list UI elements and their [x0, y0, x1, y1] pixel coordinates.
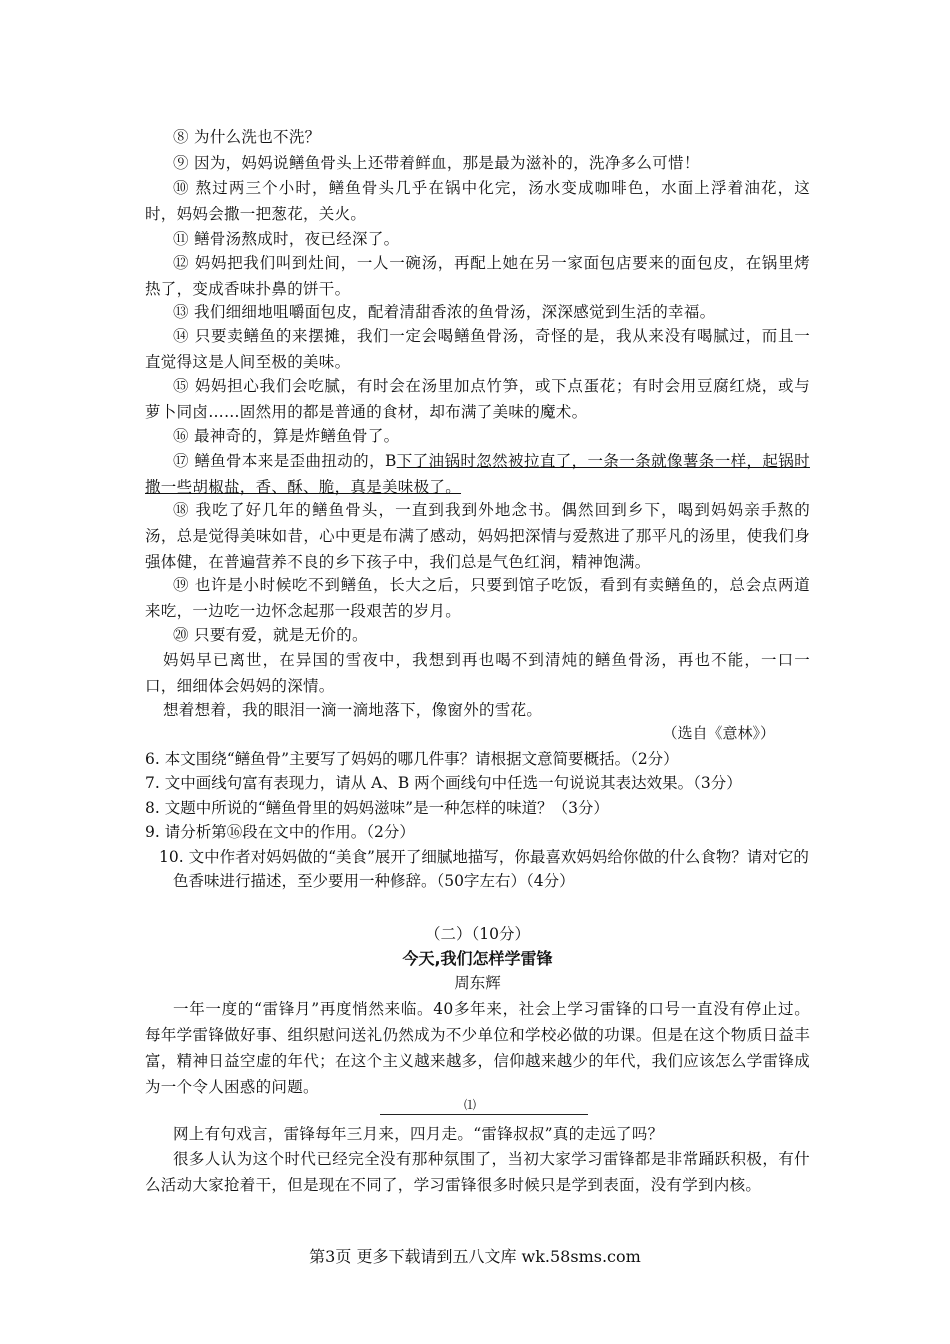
fill-in-blank-line	[380, 1114, 588, 1115]
paragraph-12: ⑫ 妈妈把我们叫到灶间，一人一碗汤，再配上她在另一家面包店要来的面包皮，在锅里烤热了，变成香味扑鼻的饼干。	[145, 254, 810, 298]
paragraph-15: ⑮ 妈妈担心我们会吃腻，有时会在汤里加点竹笋，或下点蛋花；有时会用豆腐红烧，或与萝卜同卤……固然用的都是普通的食材，却布满了美味的魔术。	[145, 377, 810, 421]
question-6: 6. 本文围绕“鳝鱼骨”主要写了妈妈的哪几件事？请根据文意简要概括。（2分）	[145, 750, 679, 768]
paragraph-18: ⑱ 我吃了好几年的鳝鱼骨头，一直到我到外地念书。偶然回到乡下，喝到妈妈亲手熬的汤，总是觉得美味如昔，心中更是布满了感动，妈妈把深情与爱熬进了那平凡的汤里，使我们身强体健，在普遍营养不良的乡下孩子中，我们总是气色红润，精神饱满。	[145, 501, 810, 571]
question-10: 10. 文中作者对妈妈做的“美食”展开了细腻地描写，你最喜欢妈妈给你做的什么食物？请对它的色香味进行描述，至少要用一种修辞。（50字左右）（4分）	[159, 848, 809, 890]
article-author: 周东辉	[454, 974, 501, 992]
question-8: 8. 文题中所说的“鳝鱼骨里的妈妈滋味”是一种怎样的味道？（3分）	[145, 799, 609, 817]
paragraph-22: 想着想着，我的眼泪一滴一滴地落下，像窗外的雪花。	[163, 701, 543, 719]
section-heading: （二）（10分）	[425, 925, 530, 943]
article-paragraph-3: 很多人认为这个时代已经完全没有那种氛围了，当初大家学习雷锋都是非常踊跃积极，有什么活动大家抢着干，但是现在不同了，学习雷锋很多时候只是学到表面，没有学到内核。	[145, 1150, 810, 1194]
article-title: 今天,我们怎样学雷锋	[402, 949, 553, 968]
paragraph-13: ⑬ 我们细细地咀嚼面包皮，配着清甜香浓的鱼骨汤，深深感觉到生活的幸福。	[173, 303, 716, 321]
paragraph-11: ⑪ 鳝骨汤熬成时，夜已经深了。	[173, 230, 400, 248]
question-9: 9. 请分析第⑯段在文中的作用。（2分）	[145, 823, 415, 841]
paragraph-20: ⑳ 只要有爱，就是无价的。	[173, 626, 368, 644]
paragraph-9: ⑨ 因为，妈妈说鳝鱼骨头上还带着鲜血，那是最为滋补的，洗净多么可惜！	[173, 154, 700, 172]
paragraph-21: 妈妈早已离世，在异国的雪夜中，我想到再也喝不到清炖的鳝鱼骨汤，再也不能，一口一口，细细体会妈妈的深情。	[145, 651, 810, 695]
question-7: 7. 文中画线句富有表现力，请从 A、B 两个画线句中任选一句说说其表达效果。（3分）	[145, 774, 742, 792]
paragraph-17-lead: ⑰ 鳝鱼骨本来是歪曲扭动的，B	[173, 452, 397, 470]
paragraph-19: ⑲ 也许是小时候吃不到鳝鱼，长大之后，只要到馆子吃饭，看到有卖鳝鱼的，总会点两道来吃，一边吃一边怀念起那一段艰苦的岁月。	[145, 576, 810, 620]
paragraph-17	[145, 448, 810, 500]
underlined-sentence-b: 下了油锅时忽然被拉直了，一条一条就像薯条一样，起锅时撒一些胡椒盐，香、酥、脆，真是美味极了。	[145, 452, 810, 496]
blank-label: ⑴	[464, 1098, 477, 1112]
paragraph-8: ⑧ 为什么洗也不洗？	[173, 128, 321, 146]
article-paragraph-2: 网上有句戏言，雷锋每年三月来，四月走。“雷锋叔叔”真的走远了吗？	[173, 1125, 664, 1143]
paragraph-16: ⑯ 最神奇的，算是炸鳝鱼骨了。	[173, 427, 400, 445]
article-paragraph-1: 一年一度的“雷锋月”再度悄然来临。40多年来，社会上学习雷锋的口号一直没有停止过。每年学雷锋做好事、组织慰问送礼仍然成为不少单位和学校必做的功课。但是在这个物质日益丰富，精神日益空虚的年代；在这个主义越来越多，信仰越来越少的年代，我们应该怎么学雷锋成为一个令人困惑的问题。	[145, 1000, 810, 1096]
paragraph-10: ⑩ 熬过两三个小时，鳝鱼骨头几乎在锅中化完，汤水变成咖啡色，水面上浮着油花，这时，妈妈会撒一把葱花，关火。	[145, 179, 810, 223]
page-footer: 第3页 更多下载请到五八文库 wk.58sms.com	[309, 1247, 641, 1266]
paragraph-14: ⑭ 只要卖鳝鱼的来摆摊，我们一定会喝鳝鱼骨汤，奇怪的是，我从来没有喝腻过，而且一直觉得这是人间至极的美味。	[145, 327, 810, 371]
source-citation: （选自《意林》）	[662, 724, 775, 742]
